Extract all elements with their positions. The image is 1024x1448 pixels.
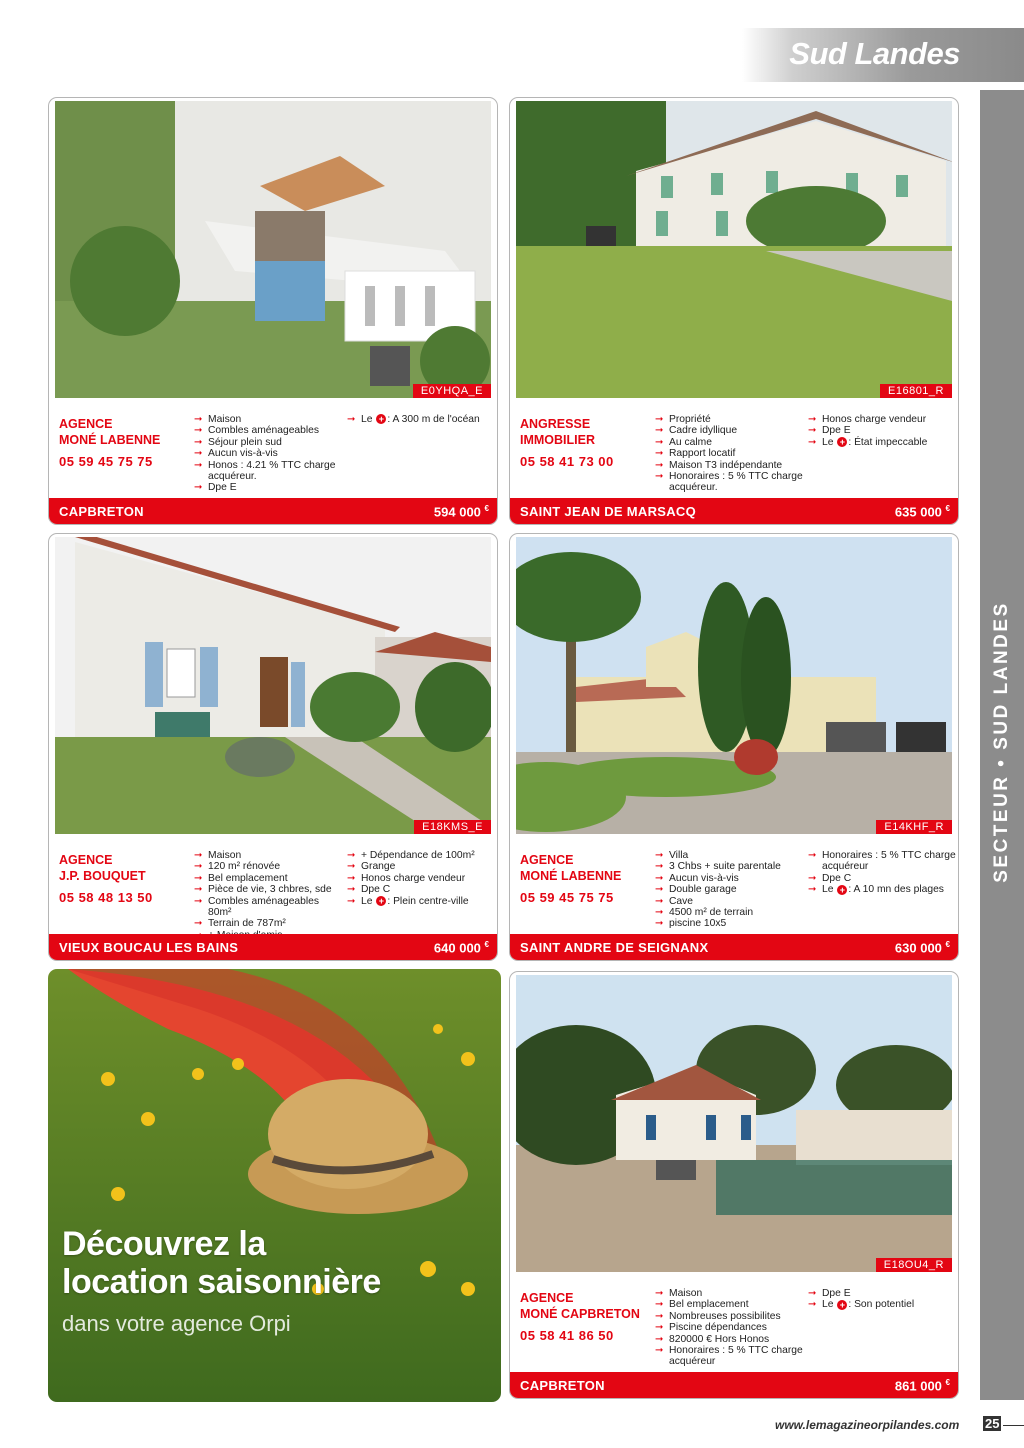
feature-item: ➞ Bel emplacement <box>655 1299 805 1310</box>
currency-symbol: € <box>945 504 950 513</box>
feature-item: ➞ Maison <box>655 1288 805 1299</box>
agency-name-line2: IMMOBILIER <box>520 433 595 447</box>
highlight-item <box>347 414 495 425</box>
highlight-prefix: Le <box>361 895 373 907</box>
ad-title <box>62 1225 381 1301</box>
page-number: 25 <box>985 1416 1000 1431</box>
listing-card-vieux-boucau[interactable] <box>48 533 498 961</box>
ad-title-line1: Découvrez la <box>62 1225 266 1263</box>
feature-list-secondary <box>808 414 956 448</box>
feature-item: ➞ Rapport locatif <box>655 448 805 459</box>
feature-list-secondary <box>808 1288 956 1311</box>
region-title: Sud Landes <box>789 36 960 71</box>
listing-footer <box>510 934 958 960</box>
house-render-image <box>55 101 491 398</box>
feature-list-secondary <box>808 850 956 896</box>
meadow-hat-image <box>48 969 501 1402</box>
feature-item: ➞ Combles aménageables <box>194 425 344 436</box>
agency-info <box>520 852 660 906</box>
price-value: 640 000 <box>433 940 481 956</box>
feature-list <box>655 1288 805 1368</box>
sector-label: SECTEUR • SUD LANDES <box>991 601 1012 883</box>
plus-icon: + <box>837 1300 847 1310</box>
agency-phone[interactable]: 05 58 41 86 50 <box>520 1328 614 1343</box>
price-value: 635 000 <box>894 504 942 520</box>
highlight-item <box>347 896 495 907</box>
feature-list <box>655 414 805 494</box>
feature-item: ➞ 120 m² rénovée <box>194 861 344 872</box>
price <box>895 1378 950 1393</box>
feature-item: ➞ Honoraires : 5 % TTC charge acquéreur. <box>655 471 805 494</box>
feature-list <box>655 850 805 930</box>
agency-phone[interactable]: 05 59 45 75 75 <box>520 890 614 905</box>
listing-card-capbreton-1[interactable] <box>48 97 498 525</box>
house-at-dusk-image <box>516 975 952 1272</box>
feature-item: ➞ Dpe E <box>808 425 956 436</box>
feature-item: ➞ Terrain de 787m² <box>194 918 344 929</box>
highlight-item <box>808 437 956 448</box>
town-name: CAPBRETON <box>59 504 144 519</box>
feature-item: ➞ Double garage <box>655 884 805 895</box>
feature-list-secondary <box>347 414 495 425</box>
highlight-text: : État impeccable <box>848 436 928 448</box>
plus-icon: + <box>837 885 847 895</box>
feature-item: ➞ + Dépendance de 100m² <box>347 850 495 861</box>
feature-item: ➞ Nombreuses possibilites <box>655 1311 805 1322</box>
agency-info <box>59 852 199 906</box>
highlight-text: : Plein centre-ville <box>387 895 469 907</box>
feature-item: ➞ Au calme <box>655 437 805 448</box>
feature-item: ➞ Honos charge vendeur <box>808 414 956 425</box>
currency-symbol: € <box>945 940 950 949</box>
highlight-text: : Son potentiel <box>848 1299 915 1311</box>
villa-with-palm-image <box>516 537 952 834</box>
listing-card-capbreton-2[interactable] <box>509 971 959 1399</box>
feature-item: ➞ Maison <box>194 414 344 425</box>
listing-ref: E18OU4_R <box>876 1258 952 1272</box>
feature-item: ➞ 820000 € Hors Honos <box>655 1334 805 1345</box>
feature-item: ➞ Villa <box>655 850 805 861</box>
feature-item: ➞ Dpe C <box>808 873 956 884</box>
page-number-rule <box>1003 1425 1024 1426</box>
currency-symbol: € <box>945 1378 950 1387</box>
agency-name-line1: ANGRESSE <box>520 417 591 431</box>
highlight-item <box>808 1299 956 1310</box>
plus-icon: + <box>376 896 386 906</box>
price-value: 630 000 <box>894 940 942 956</box>
feature-item: ➞ Aucun vis-à-vis <box>655 873 805 884</box>
price <box>434 940 489 955</box>
listing-footer <box>49 934 497 960</box>
agency-phone[interactable]: 05 58 48 13 50 <box>59 890 153 905</box>
highlight-prefix: Le <box>822 1299 834 1311</box>
plus-icon: + <box>837 437 847 447</box>
highlight-text: : A 10 mn des plages <box>848 884 944 896</box>
currency-symbol: € <box>484 940 489 949</box>
price <box>895 940 950 955</box>
listing-ref: E16801_R <box>880 384 952 398</box>
seasonal-rental-ad[interactable] <box>48 969 501 1402</box>
listing-footer <box>510 1372 958 1398</box>
town-name: VIEUX BOUCAU LES BAINS <box>59 940 239 955</box>
listing-card-saint-andre-de-seignanx[interactable] <box>509 533 959 961</box>
agency-name-line2: MONÉ LABENNE <box>59 433 161 447</box>
feature-item: ➞ Maison T3 indépendante <box>655 460 805 471</box>
agency-info <box>520 416 660 470</box>
listing-footer <box>510 498 958 524</box>
feature-item: ➞ Aucun vis-à-vis <box>194 448 344 459</box>
property-photo[interactable] <box>55 101 491 398</box>
feature-list-secondary <box>347 850 495 907</box>
feature-item: ➞ Bel emplacement <box>194 873 344 884</box>
property-photo[interactable] <box>516 101 952 398</box>
feature-item: ➞ Propriété <box>655 414 805 425</box>
feature-item: ➞ 4500 m² de terrain <box>655 907 805 918</box>
highlight-prefix: Le <box>361 414 373 425</box>
feature-item: ➞ Honos charge vendeur <box>347 873 495 884</box>
country-house-image <box>516 101 952 398</box>
feature-list <box>194 414 344 494</box>
feature-item: ➞ Maison <box>194 850 344 861</box>
highlight-item <box>808 884 956 895</box>
listing-ref: E14KHF_R <box>876 820 952 834</box>
feature-item: ➞ piscine 10x5 <box>655 918 805 929</box>
town-name: SAINT ANDRE DE SEIGNANX <box>520 940 709 955</box>
town-name: CAPBRETON <box>520 1378 605 1393</box>
feature-item: ➞ Honoraires : 5 % TTC charge acquéreur <box>655 1345 805 1368</box>
house-with-blue-shutters-image <box>55 537 491 834</box>
agency-name-line1: AGENCE <box>520 1291 574 1305</box>
agency-phone[interactable]: 05 59 45 75 75 <box>59 454 153 469</box>
listing-ref: E18KMS_E <box>414 820 491 834</box>
listing-footer <box>49 498 497 524</box>
property-photo[interactable] <box>516 975 952 1272</box>
currency-symbol: € <box>484 504 489 513</box>
feature-item: ➞ Honos : 4.21 % TTC charge acquéreur. <box>194 460 344 483</box>
highlight-text: : A 300 m de l'océan <box>387 414 480 425</box>
highlight-prefix: Le <box>822 884 834 896</box>
feature-item: ➞ Dpe E <box>808 1288 956 1299</box>
feature-item: ➞ Cadre idyllique <box>655 425 805 436</box>
agency-name-line2: J.P. BOUQUET <box>59 869 146 883</box>
listing-ref: E0YHQA_E <box>413 384 491 398</box>
town-name: SAINT JEAN DE MARSACQ <box>520 504 697 519</box>
feature-item: ➞ Dpe C <box>347 884 495 895</box>
agency-name-line2: MONÉ LABENNE <box>520 869 622 883</box>
ad-subtitle: dans votre agence Orpi <box>62 1311 291 1336</box>
price-value: 861 000 <box>894 1378 942 1394</box>
agency-name-line2: MONÉ CAPBRETON <box>520 1307 640 1321</box>
price <box>434 504 489 519</box>
feature-item: ➞ Dpe E <box>194 482 344 493</box>
feature-item: ➞ Pièce de vie, 3 chbres, sde <box>194 884 344 895</box>
agency-name-line1: AGENCE <box>59 417 113 431</box>
agency-name-line1: AGENCE <box>520 853 574 867</box>
agency-info <box>520 1290 660 1344</box>
plus-icon: + <box>376 414 386 424</box>
property-photo[interactable] <box>516 537 952 834</box>
agency-phone[interactable]: 05 58 41 73 00 <box>520 454 614 469</box>
highlight-prefix: Le <box>822 436 834 448</box>
website-link[interactable]: www.lemagazineorpilandes.com <box>775 1418 960 1432</box>
price <box>895 504 950 519</box>
feature-item: ➞ Cave <box>655 896 805 907</box>
feature-item: ➞ 3 Chbs + suite parentale <box>655 861 805 872</box>
agency-info <box>59 416 199 470</box>
ad-title-line2: location saisonnière <box>62 1263 381 1301</box>
listing-card-saint-jean-de-marsacq[interactable] <box>509 97 959 525</box>
feature-list <box>194 850 344 941</box>
agency-name-line1: AGENCE <box>59 853 113 867</box>
feature-item: ➞ Combles aménageables 80m² <box>194 896 344 919</box>
price-value: 594 000 <box>433 504 481 520</box>
property-photo[interactable] <box>55 537 491 834</box>
feature-item: ➞ Piscine dépendances <box>655 1322 805 1333</box>
feature-item: ➞ Grange <box>347 861 495 872</box>
feature-item: ➞ Séjour plein sud <box>194 437 344 448</box>
region-banner <box>742 28 1024 82</box>
feature-item: ➞ Honoraires : 5 % TTC charge acquéreur <box>808 850 956 873</box>
